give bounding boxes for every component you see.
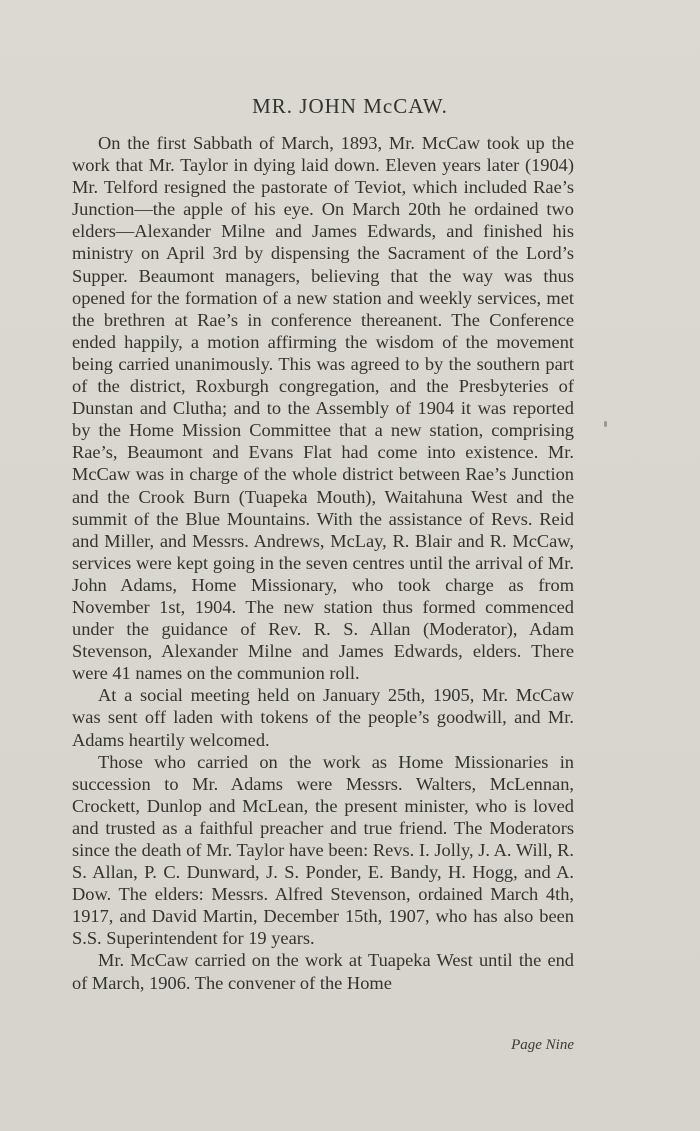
body-text	[72, 132, 574, 994]
paragraph-1: On the first Sabbath of March, 1893, Mr. McCaw took up the work that Mr. Taylor in dying laid down. Eleven years later (1904) Mr. Telford resigned the pastorate of Teviot, which included Rae’s Junction—the apple of his eye. On March 20th he ordained two elders—Alexander Milne and James Edwards, and finished his ministry on April 3rd by dispensing the Sacrament of the Lord’s Supper. Beaumont managers, believing that the way was thus opened for the formation of a new station and weekly services, met the brethren at Rae’s in conference thereanent. The Conference ended happily, a motion affirming the wisdom of the movement being carried unanimously. This was agreed to by the southern part of the district, Roxburgh congregation, and the Presbyteries of Dunstan and Clutha; and to the Assembly of 1904 it was reported by the Home Mission Committee that a new station, comprising Rae’s, Beaumont and Evans Flat had come into existence. Mr. McCaw was in charge of the whole district between Rae’s Junction and the Crook Burn (Tuapeka Mouth), Waitahuna West and the summit of the Blue Mountains. With the assistance of Revs. Reid and Miller, and Messrs. Andrews, McLay, R. Blair and R. McCaw, services were kept going in the seven centres until the arrival of Mr. John Adams, Home Missionary, who took charge as from November 1st, 1904. The new station thus formed commenced under the guidance of Rev. R. S. Allan (Moderator), Adam Stevenson, Alexander Milne and James Edwards, elders. There were 41 names on the communion roll.	[72, 133, 574, 684]
paper-speck	[604, 421, 607, 427]
page-heading: MR. JOHN McCAW.	[252, 94, 448, 118]
paragraph-3: Those who carried on the work as Home Missionaries in succession to Mr. Adams were Messrs. Walters, McLennan, Crockett, Dunlop and McLean, the present minister, who is loved and trusted as a faithful preacher and true friend. The Moderators since the death of Mr. Taylor have been: Revs. I. Jolly, J. A. Will, R. S. Allan, P. C. Dunward, J. S. Ponder, E. Bandy, H. Hogg, and A. Dow. The elders: Messrs. Alfred Stevenson, ordained March 4th, 1917, and David Martin, December 15th, 1907, who has also been S.S. Superintendent for 19 years.	[72, 751, 574, 949]
paragraph-2: At a social meeting held on January 25th, 1905, Mr. McCaw was sent off laden with tokens of the people’s goodwill, and Mr. Adams heartily welcomed.	[72, 685, 574, 750]
paragraph-4: Mr. McCaw carried on the work at Tuapeka West until the end of March, 1906. The convener of the Home	[72, 950, 574, 993]
page-number: Page Nine	[511, 1037, 574, 1053]
